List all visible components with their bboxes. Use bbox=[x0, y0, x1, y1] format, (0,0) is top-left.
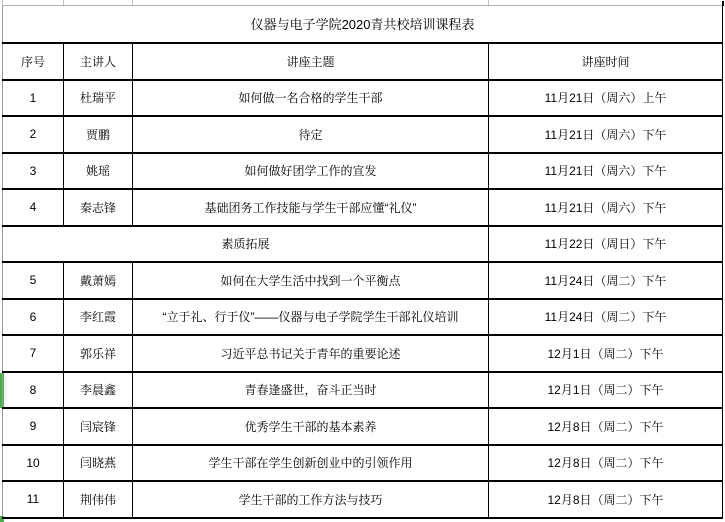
cell-speaker[interactable]: 郭乐祥 bbox=[64, 335, 133, 372]
table-row bbox=[3, 445, 723, 482]
cell-time[interactable]: 11月21日（周六）上午 bbox=[489, 80, 723, 117]
cell-no[interactable]: 6 bbox=[3, 299, 64, 336]
cell-topic[interactable]: 待定 bbox=[133, 116, 489, 153]
cell-time[interactable]: 12月1日（周二）下午 bbox=[489, 372, 723, 409]
cell-speaker[interactable]: 闫宸锋 bbox=[64, 408, 133, 445]
cell-speaker[interactable]: 李晨鑫 bbox=[64, 372, 133, 409]
cell-topic[interactable]: 如何做好团学工作的宣发 bbox=[133, 153, 489, 190]
table-row bbox=[3, 189, 723, 226]
cell-topic[interactable]: 如何在大学生活中找到一个平衡点 bbox=[133, 262, 489, 299]
table-row bbox=[3, 153, 723, 190]
cell-merged-topic[interactable]: 素质拓展 bbox=[3, 226, 489, 263]
table-title-row bbox=[3, 6, 723, 43]
cell-topic[interactable]: 基础团务工作技能与学生干部应懂“礼仪” bbox=[133, 189, 489, 226]
cell-time[interactable]: 12月1日（周二）下午 bbox=[489, 335, 723, 372]
cell-time[interactable]: 12月8日（周二）下午 bbox=[489, 408, 723, 445]
cell-topic[interactable]: 学生干部的工作方法与技巧 bbox=[133, 481, 489, 518]
cell-no[interactable]: 7 bbox=[3, 335, 64, 372]
table-row bbox=[3, 262, 723, 299]
cell-time[interactable]: 11月22日（周日）下午 bbox=[489, 226, 723, 263]
col-header-no[interactable]: 序号 bbox=[3, 43, 64, 80]
cell-time[interactable]: 11月21日（周六）下午 bbox=[489, 153, 723, 190]
table-row-selected bbox=[3, 372, 723, 409]
cell-time[interactable]: 12月8日（周二）下午 bbox=[489, 445, 723, 482]
col-header-speaker[interactable]: 主讲人 bbox=[64, 43, 133, 80]
cell-no[interactable]: 9 bbox=[3, 408, 64, 445]
table-row bbox=[3, 299, 723, 336]
cell-topic[interactable]: 优秀学生干部的基本素养 bbox=[133, 408, 489, 445]
cell-no[interactable]: 11 bbox=[3, 481, 64, 518]
col-header-time[interactable]: 讲座时间 bbox=[489, 43, 723, 80]
table-row-merged bbox=[3, 226, 723, 263]
cell-no[interactable]: 3 bbox=[3, 153, 64, 190]
table-row bbox=[3, 481, 723, 518]
cell-speaker[interactable]: 闫晓燕 bbox=[64, 445, 133, 482]
cell-speaker[interactable]: 戴萧嫣 bbox=[64, 262, 133, 299]
table-row bbox=[3, 408, 723, 445]
table-row bbox=[3, 116, 723, 153]
cell-no[interactable]: 1 bbox=[3, 80, 64, 117]
cell-topic[interactable]: 青春逢盛世，奋斗正当时 bbox=[133, 372, 489, 409]
table-row bbox=[3, 335, 723, 372]
table-row bbox=[3, 80, 723, 117]
cell-no[interactable]: 8 bbox=[3, 372, 64, 409]
cell-speaker[interactable]: 秦志锋 bbox=[64, 189, 133, 226]
col-header-topic[interactable]: 讲座主题 bbox=[133, 43, 489, 80]
cell-speaker[interactable]: 荆伟伟 bbox=[64, 481, 133, 518]
cell-speaker[interactable]: 杜瑞平 bbox=[64, 80, 133, 117]
cell-time[interactable]: 11月21日（周六）下午 bbox=[489, 189, 723, 226]
cell-time[interactable]: 11月24日（周二）下午 bbox=[489, 262, 723, 299]
cell-speaker[interactable]: 李红霞 bbox=[64, 299, 133, 336]
course-table bbox=[2, 5, 723, 519]
cell-topic[interactable]: “立于礼、行于仪”——仪器与电子学院学生干部礼仪培训 bbox=[133, 299, 489, 336]
cell-no[interactable]: 10 bbox=[3, 445, 64, 482]
cell-time[interactable]: 12月8日（周二）下午 bbox=[489, 481, 723, 518]
cell-topic[interactable]: 如何做一名合格的学生干部 bbox=[133, 80, 489, 117]
page-title[interactable]: 仪器与电子学院2020青共校培训课程表 bbox=[3, 6, 723, 43]
cell-no[interactable]: 2 bbox=[3, 116, 64, 153]
cell-no[interactable]: 4 bbox=[3, 189, 64, 226]
cell-no[interactable]: 5 bbox=[3, 262, 64, 299]
table-header-row bbox=[3, 43, 723, 80]
cell-speaker[interactable]: 贾鹏 bbox=[64, 116, 133, 153]
cell-topic[interactable]: 学生干部在学生创新创业中的引领作用 bbox=[133, 445, 489, 482]
cell-topic[interactable]: 习近平总书记关于青年的重要论述 bbox=[133, 335, 489, 372]
cell-speaker[interactable]: 姚瑶 bbox=[64, 153, 133, 190]
cell-time[interactable]: 11月24日（周二）下午 bbox=[489, 299, 723, 336]
cell-time[interactable]: 11月21日（周六）下午 bbox=[489, 116, 723, 153]
